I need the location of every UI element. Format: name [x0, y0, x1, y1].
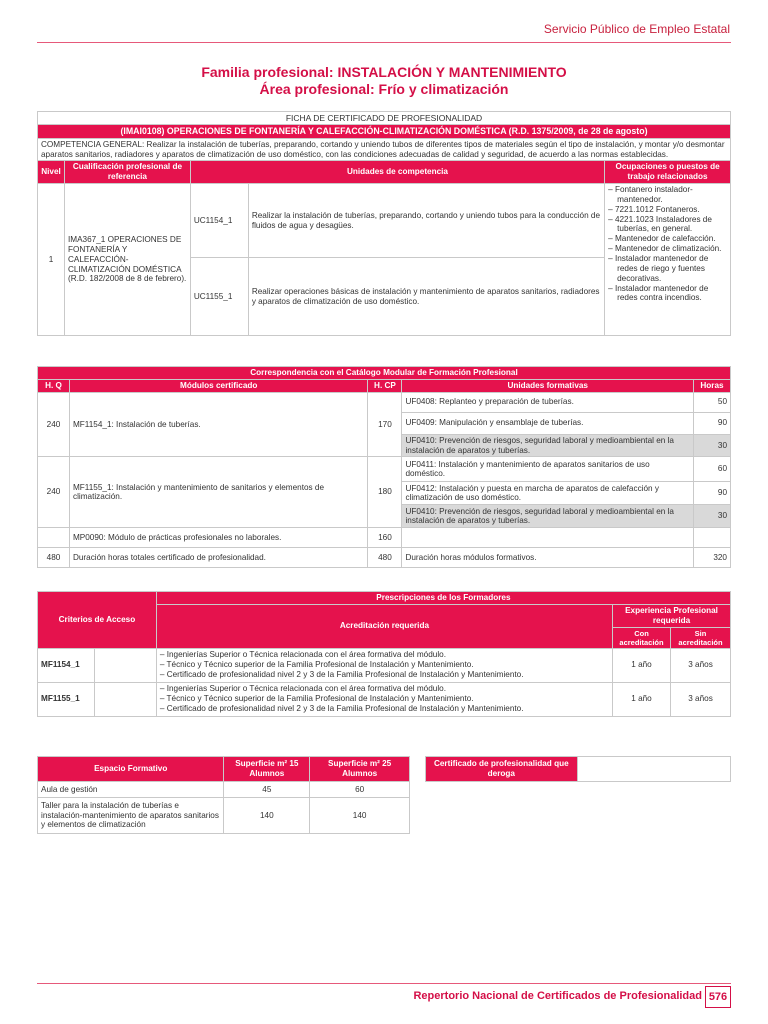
uf-hours: 60: [693, 457, 730, 482]
list-item: – Mantenedor de climatización.: [608, 244, 722, 254]
m1-hq: 240: [38, 392, 70, 457]
espacio-table: [37, 756, 410, 834]
uf-name: UF0410: Prevención de riesgos, seguridad laboral y medioambiental en la instalación de aparatos y tuberías.: [402, 505, 694, 528]
uf-name: UF0411: Instalación y mantenimiento de aparatos sanitarios de uso doméstico.: [402, 457, 694, 482]
mp-hcp: 160: [368, 528, 402, 548]
espacio-25: 60: [310, 782, 410, 798]
uc1-text: Realizar la instalación de tuberías, preparando, cortando y uniendo tubos para la conducción de fluidos de agua y desagües.: [248, 184, 604, 258]
col-15-alumnos: Superficie m² 15 Alumnos: [224, 757, 310, 782]
col-hq: H. Q: [38, 379, 70, 392]
cualificacion-value: IMA367_1 OPERACIONES DE FONTANERÍA Y CALEFACCIÓN-CLIMATIZACIÓN DOMÉSTICA (R.D. 182/2008 de 8 de febrero).: [64, 184, 190, 336]
m2-hq: 240: [38, 457, 70, 528]
ocupaciones-list-cell: [605, 184, 731, 336]
list-item: – Ingenierías Superior o Técnica relacionada con el área formativa del módulo.: [159, 650, 446, 660]
mp-name: MP0090: Módulo de prácticas profesionales no laborales.: [69, 528, 368, 548]
col-25-alumnos: Superficie m² 25 Alumnos: [310, 757, 410, 782]
total-hq: 480: [38, 548, 70, 568]
prescripciones-table: [37, 591, 731, 717]
col-horas: Horas: [693, 379, 730, 392]
sin-acreditacion-header: Sin acreditación: [671, 627, 731, 648]
espacio-name: Taller para la instalación de tuberías e instalación-mantenimiento de aparatos sanitarios y elementos de climatización: [38, 798, 224, 834]
list-item: – Instalador mantenedor de redes contra incendios.: [608, 283, 709, 303]
nivel-value: 1: [38, 184, 65, 336]
deroga-value: [577, 757, 730, 782]
m1-hcp: 170: [368, 392, 402, 457]
deroga-table: [425, 756, 731, 782]
list-item: – Certificado de profesionalidad nivel 2 y 3 de la Familia Profesional de Instalación y Mantenimiento.: [159, 669, 524, 679]
presc-sin: 3 años: [671, 682, 731, 716]
col-espacio: Espacio Formativo: [38, 757, 224, 782]
acreditacion-header: Acreditación requerida: [156, 604, 612, 648]
con-acreditacion-header: Con acreditación: [613, 627, 671, 648]
competencia-general: COMPETENCIA GENERAL: Realizar la instalación de tuberías, preparando, cortando y uniendo tubos de diferentes tipos de materiales según el tipo de instalación, y montar y/o desmontar aparatos sanitarios, radiadores y aparatos de climatización de uso doméstico, con las condiciones adecuadas de calidad y seguridad, de acuerdo a las normas establecidas.: [38, 138, 731, 161]
espacio-25: 140: [310, 798, 410, 834]
header-organization: Servicio Público de Empleo Estatal: [543, 22, 730, 36]
list-item: – Técnico y Técnico superior de la Familia Profesional de Instalación y Mantenimiento.: [159, 660, 474, 670]
presc-module: MF1155_1: [38, 682, 95, 716]
espacio-15: 45: [224, 782, 310, 798]
total-label: Duración horas totales certificado de profesionalidad.: [69, 548, 368, 568]
uc2-code: UC1155_1: [190, 258, 248, 336]
list-item: – Instalador mantenedor de redes de riego y fuentes decorativas.: [608, 254, 709, 283]
uf-hours: 90: [693, 482, 730, 505]
list-item: – 4221.1023 Instaladores de tuberías, en general.: [608, 214, 712, 234]
uf-hours: 90: [693, 412, 730, 434]
footer-title: Repertorio Nacional de Certificados de Profesionalidad: [413, 990, 702, 1002]
presc-requirements: [156, 682, 612, 716]
uf-name: UF0409: Manipulación y ensamblaje de tuberías.: [402, 412, 694, 434]
uf-name: UF0408: Replanteo y preparación de tuberías.: [402, 392, 694, 412]
ocupaciones-list: [608, 185, 727, 303]
presc-con: 1 año: [613, 648, 671, 682]
total-uf-label: Duración horas módulos formativos.: [402, 548, 694, 568]
list-item: – Fontanero instalador-mantenedor.: [608, 185, 693, 204]
total-hcp: 480: [368, 548, 402, 568]
experiencia-header: Experiencia Profesional requerida: [613, 604, 731, 627]
espacio-name: Aula de gestión: [38, 782, 224, 798]
page-subtitle: Área profesional: Frío y climatización: [259, 81, 509, 97]
uc2-text: Realizar operaciones básicas de instalación y mantenimiento de aparatos sanitarios, radiadores y aparatos de climatización de uso doméstico.: [248, 258, 604, 336]
list-item: – Certificado de profesionalidad nivel 2 y 3 de la Familia Profesional de Instalación y Mantenimiento.: [159, 703, 524, 713]
m1-name: MF1154_1: Instalación de tuberías.: [69, 392, 368, 457]
ficha-table: [37, 111, 731, 336]
col-hcp: H. CP: [368, 379, 402, 392]
presc-con: 1 año: [613, 682, 671, 716]
uf-hours: 50: [693, 392, 730, 412]
correspondencia-table: [37, 366, 731, 568]
col-modulos: Módulos certificado: [69, 379, 368, 392]
list-item: – Técnico y Técnico superior de la Familia Profesional de Instalación y Mantenimiento.: [159, 694, 474, 704]
presc-sin: 3 años: [671, 648, 731, 682]
presc-module: MF1154_1: [38, 648, 95, 682]
criterios-acceso: Criterios de Acceso: [38, 592, 157, 649]
footer-divider: [37, 983, 731, 984]
ficha-certificate-name: (IMAI0108) OPERACIONES DE FONTANERÍA Y CALEFACCIÓN-CLIMATIZACIÓN DOMÉSTICA (R.D. 1375/2009, de 28 de agosto): [38, 125, 731, 139]
deroga-label: Certificado de profesionalidad que deroga: [426, 757, 578, 782]
m2-name: MF1155_1: Instalación y mantenimiento de sanitarios y elementos de climatización.: [69, 457, 368, 528]
page-title: Familia profesional: INSTALACIÓN Y MANTENIMIENTO: [201, 64, 567, 80]
uf-hours: 30: [693, 505, 730, 528]
col-ocupaciones: Ocupaciones o puestos de trabajo relacionados: [605, 161, 731, 184]
page-number: 576: [705, 986, 731, 1008]
header-divider: [37, 42, 731, 43]
prescripciones-title: Prescripciones de los Formadores: [156, 592, 730, 605]
list-item: – Ingenierías Superior o Técnica relacionada con el área formativa del módulo.: [159, 684, 446, 694]
total-horas: 320: [693, 548, 730, 568]
col-uf: Unidades formativas: [402, 379, 694, 392]
uf-hours: 30: [693, 434, 730, 457]
col-nivel: Nivel: [38, 161, 65, 184]
col-unidades: Unidades de competencia: [190, 161, 604, 184]
list-item: – Mantenedor de calefacción.: [608, 234, 716, 244]
correspondencia-title: Correspondencia con el Catálogo Modular de Formación Profesional: [38, 367, 731, 380]
uf-name: UF0410: Prevención de riesgos, seguridad laboral y medioambiental en la instalación de aparatos y tuberías.: [402, 434, 694, 457]
uf-name: UF0412: Instalación y puesta en marcha de aparatos de calefacción y climatización de uso doméstico.: [402, 482, 694, 505]
uc1-code: UC1154_1: [190, 184, 248, 258]
presc-requirements: [156, 648, 612, 682]
list-item: – 7221.1012 Fontaneros.: [608, 204, 700, 214]
col-cualificacion: Cualificación profesional de referencia: [64, 161, 190, 184]
m2-hcp: 180: [368, 457, 402, 528]
espacio-15: 140: [224, 798, 310, 834]
ficha-heading: FICHA DE CERTIFICADO DE PROFESIONALIDAD: [38, 112, 731, 125]
